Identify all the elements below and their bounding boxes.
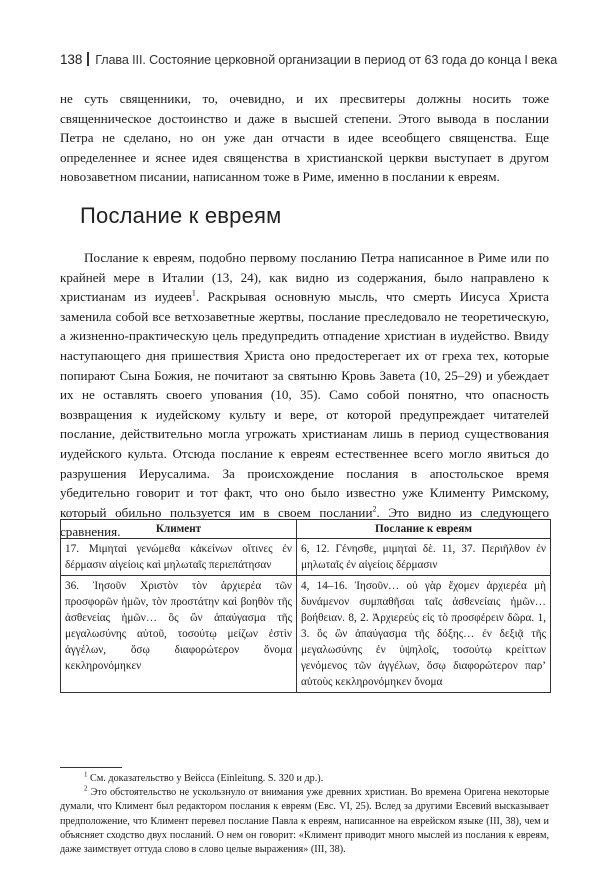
paragraph-part-a: Послание к евреям, подобно первому посланию Петра написанное в Риме или по крайней мере в Италии (13, 24), как видно из содержания, было направлено к христианам из иудеев [60,250,549,305]
footnote-text: См. доказательство у Вейсса (Einleitung. S. 320 и др.). [87,773,324,784]
table-header-row [61,520,551,539]
paragraph-hebrews [60,248,549,542]
footnote-ref-2[interactable]: 2 [372,504,377,514]
table-cell: 4, 14–16. Ἰησοῦν… οὐ γὰρ ἔχομεν ἀρχιερέα μὴ δυνάμενον συμπαθῆσαι ταῖς ἀσθενείαις ἡμῶν… βοήθειαν. 8, 2. Ἀρχιερεὺς εἰς τὸ προσφέρειν δῶρα. 1, 3. ὃς ὢν ἀπαύγασμα τῆς δόξης… ἐν δεξιᾷ τῆς μεγαλωσύνης ἐν ὑψηλοῖς, τοσούτῳ κρείττων γενόμενος τῶν ἀγγέλων, ὅσῳ διαφορώτερον παρ’ αὐτοὺς κεκληρονόμηκεν ὄνομα [297,576,551,693]
footnote-1 [60,772,549,786]
column-header-clement: Климент [61,520,297,539]
header-divider [87,52,89,66]
footnote-text: Это обстоятельство не ускользнуло от внимания уже древних христиан. Во времена Оригена некоторые думали, что Климент был редактором послания к евреям (Евс. VI, 25). Вслед за другими Евсевий высказывает предположение, что Климент перевел послание Павла к евреям, написанное на еврейском языке (III, 38), чем и объясняет сходство двух посланий. О нем он говорит: «Климент приводит много мыслей из послания к евреям, даже заимствует оттуда слово в слово целые выражения» (III, 38). [60,787,549,856]
paragraph-part-b: . Раскрывая основную мысль, что смерть Иисуса Христа заменила собой все ветхозаветные жертвы, послание преследовало не теоретическую, а жизненно-практическую цель предупредить отпадение христиан в иудейство. Ввиду наступающего дня пришествия Христа оно предостерегает их от греха тех, которые попирают Сына Божия, не почитают за святыню Кровь Завета (10, 25–29) и убеждает их не оставлять своего упования (10, 35). Само собой понятно, что опасность возвращения к иудейскому культу и вере, от которой предупреждает читателей послание, действительно могла угрожать христианам лишь в период существования иудейского культа. Отсюда послание к евреям естественнее всего могло явиться до разрушения Иерусалима. За происхождение послания в апостольское время убедительно говорит и тот факт, что оно было известно уже Клименту Римскому, который обильно пользуется им в своем послании [60,289,549,520]
table-row [61,576,551,693]
page-number: 138 [60,52,83,67]
footnote-2 [60,786,549,857]
footnote-ref-1[interactable]: 1 [191,288,196,298]
table-row [61,539,551,576]
table-cell: 6, 12. Γένησθε, μιμηταὶ δὲ. 11, 37. Περιῆλθον ἐν μηλωταῖς ἐν αἰγείοις δέρμασιν [297,539,551,576]
footnote-number: 1 [84,770,88,779]
paragraph-text [60,248,549,542]
footnotes [60,772,549,857]
footnote-divider [60,767,122,768]
paragraph-part-c: . Это видно из следующего сравнения. [60,504,549,540]
running-header [60,52,558,67]
table-cell: 17. Μιμηταὶ γενώμεθα κἀκείνων οἵτινες ἐν δέρμασιν αἰγείοις καὶ μηλωταῖς περιεπάτησαν [61,539,297,576]
table-cell: 36. Ἰησοῦν Χριστὸν τὸν ἀρχιερέα τῶν προσφορῶν ἡμῶν, τὸν προστάτην καὶ βοηθὸν τῆς ἀσθενείας ἡμῶν… ὃς ὢν ἀπαύγασμα τῆς μεγαλωσύνης αὐτοῦ, τοσούτῳ μείζων ἐστὶν ἀγγέλων, ὅσῳ διαφορώτερον ὄνομα κεκληρονόμηκεν [61,576,297,693]
section-heading: Послание к евреям [80,203,282,228]
paragraph-continued [60,89,549,187]
running-title: Глава III. Состояние церковной организации в период от 63 года до конца I века [95,53,558,67]
paragraph-text: не суть священники, то, очевидно, и их пресвитеры должны носить тоже священническое достоинство и даже в высшей степени. Этого вывода в послании Петра не сделано, но он уже дан отчасти в идее всеобщего священства. Еще определеннее и яснее идея священства в христианской церкви выступает в другом новозаветном писании, написанном тоже в Риме, именно в послании к евреям. [60,91,549,185]
comparison-table [60,519,551,693]
column-header-hebrews: Послание к евреям [297,520,551,539]
footnote-number: 2 [84,784,88,793]
